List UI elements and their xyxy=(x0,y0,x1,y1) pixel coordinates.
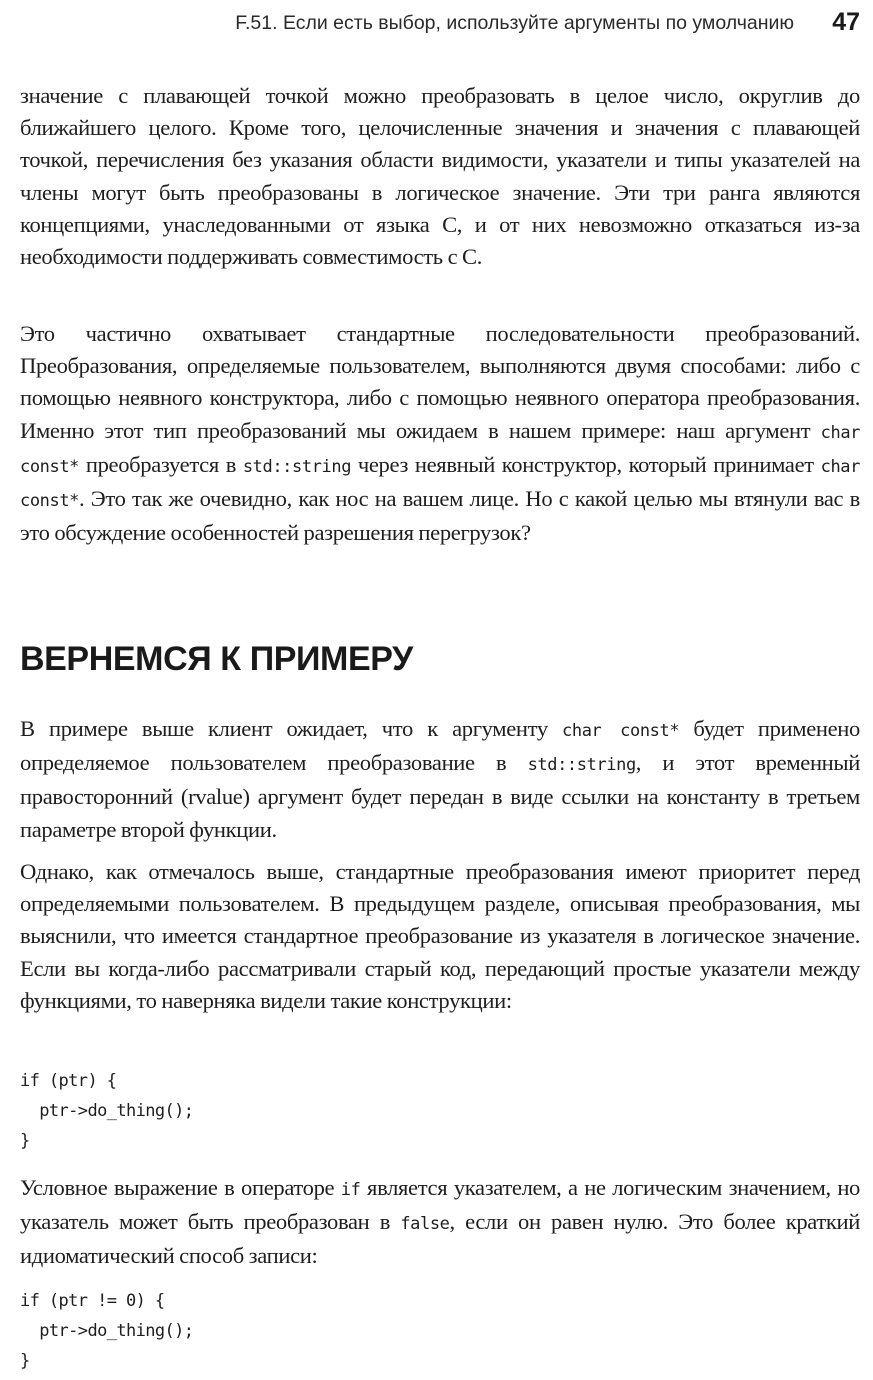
paragraph-user-defined-conversions xyxy=(20,318,860,549)
inline-code: char const* xyxy=(20,422,860,477)
text-run: является указателем, а не логическим значением, но указатель может быть преобразован в xyxy=(20,1175,861,1235)
inline-code: std::string xyxy=(242,456,352,477)
text-run: В примере выше клиент ожидает, что к аргументу xyxy=(20,716,563,741)
inline-code: std::string xyxy=(527,755,636,776)
page-number: 47 xyxy=(832,8,860,36)
section-heading: ВЕРНЕМСЯ К ПРИМЕРУ xyxy=(20,640,413,678)
code-line: if (ptr != 0) { xyxy=(20,1291,165,1311)
running-header xyxy=(20,8,860,40)
code-line: } xyxy=(20,1131,30,1151)
code-line: ptr->do_thing(); xyxy=(20,1321,194,1341)
text-run: Условное выражение в операторе xyxy=(20,1175,341,1200)
text-run: преобразуется в xyxy=(79,451,243,477)
text-run: , и этот временный правосторонний (rvalue) аргумент будет передан в виде ссылки на константу в третьем параметре второй функции. xyxy=(20,750,860,842)
code-line: } xyxy=(20,1351,30,1371)
paragraph-conversion-ranks: значение с плавающей точкой можно преобразовать в целое число, округлив до ближайшего целого. Кроме того, целочисленные значения и значения с плавающей точкой, перечисления без указания области видимости, указатели и типы указателей на члены могут быть преобразованы в логическое значение. Эти три ранга являются концепциями, унаследованными от языка C, и от них невозможно отказаться из-за необходимости поддерживать совместимость с C. xyxy=(20,83,860,270)
text-run: Это частично охватывает стандартные последовательности преобразований. Преобразования, определяемые пользователем, выполняются двумя способами: либо с помощью неявного конструктора, либо с помощью неявного оператора преобразования. Именно этот тип преобразований мы ожидаем в нашем примере: наш аргумент xyxy=(20,321,860,443)
code-line: if (ptr) { xyxy=(20,1071,117,1091)
paragraph-conditional-expression xyxy=(20,1172,860,1273)
text-run: через неявный конструктор, который принимает xyxy=(351,451,821,477)
paragraph-example-return xyxy=(20,713,860,846)
text-run: будет применено определяемое пользователем преобразование в xyxy=(20,716,861,776)
inline-code: false xyxy=(400,1214,450,1235)
code-block-if-ptr xyxy=(20,1066,193,1156)
text-run: . Это так же очевидно, как нос на вашем лице. Но с какой целью мы втянули вас в это обсуждение особенностей разрешения перегрузок? xyxy=(20,486,860,546)
paragraph-standard-conversions: Однако, как отмечалось выше, стандартные преобразования имеют приоритет перед определяемыми пользователем. В предыдущем разделе, описывая преобразования, мы выяснили, что имеется стандартное преобразование из указателя в логическое значение. Если вы когда-либо рассматривали старый код, передающий простые указатели между функциями, то наверняка видели такие конструкции: xyxy=(20,859,860,1013)
inline-code: if xyxy=(340,1180,361,1200)
text-run: , если он равен нулю. Это более краткий идиоматический способ записи: xyxy=(20,1209,860,1269)
code-line: ptr->do_thing(); xyxy=(20,1101,194,1121)
code-block-if-ptr-not-zero xyxy=(20,1286,193,1376)
running-header-title: F.51. Если есть выбор, используйте аргументы по умолчанию xyxy=(235,12,794,34)
inline-code: char const* xyxy=(20,456,860,512)
inline-code: char const* xyxy=(562,721,680,741)
